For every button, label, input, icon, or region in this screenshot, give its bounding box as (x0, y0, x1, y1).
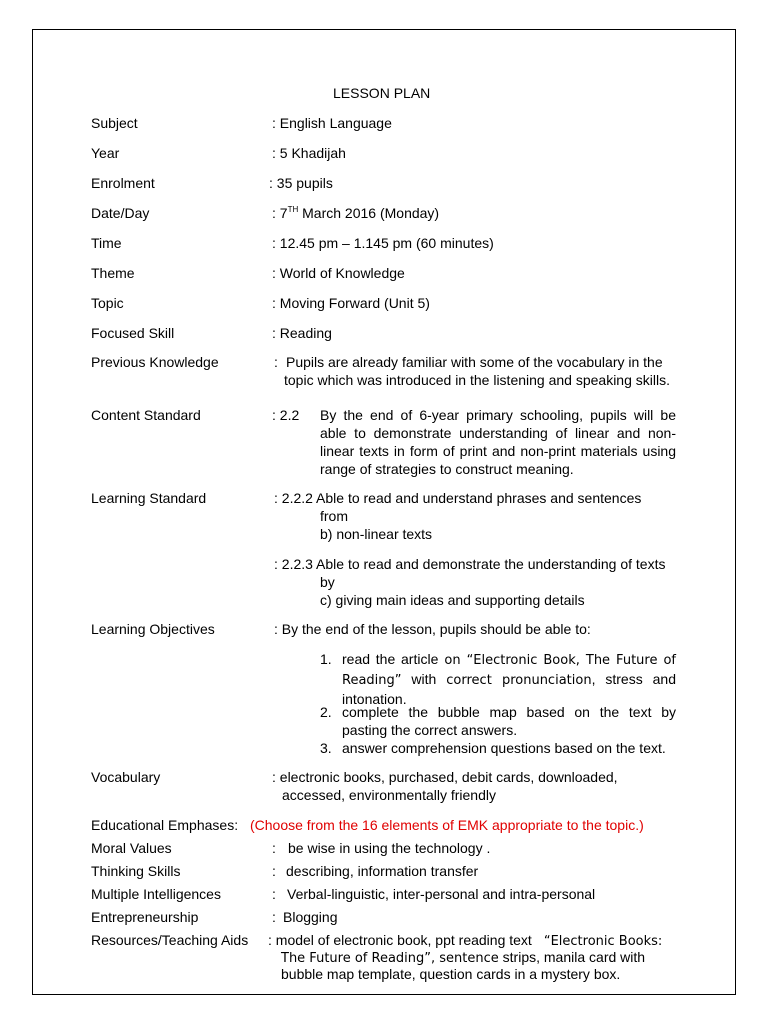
enrolment-value: : 35 pupils (269, 175, 333, 191)
resources-line2-a: The Future of Reading” (281, 951, 432, 966)
content-standard-text-body: By the end of 6-year primary schooling, pupils will be able to demonstrate understanding of linear and non-linear texts in form of print and non-print materials using range of strategies to construct meaning. (320, 407, 676, 477)
objective-1-part2: on “Electronic Book, The Future of Reading” (342, 653, 676, 688)
objective-1-number: 1. (320, 651, 332, 667)
moral-values-label: Moral Values (91, 840, 172, 856)
year-value: : 5 Khadijah (272, 145, 346, 161)
resources-label: Resources/Teaching Aids (91, 932, 249, 948)
previous-knowledge-line2: topic which was introduced in the listening and speaking skills. (284, 372, 670, 388)
objective-1-part5: , stress and intonation. (342, 671, 676, 707)
resources-line2-b: , sentence (431, 951, 499, 966)
subject-label: Subject (91, 115, 138, 131)
moral-values-colon: : (272, 840, 276, 856)
learning-standard-label: Learning Standard (91, 490, 207, 506)
theme-label: Theme (91, 265, 135, 281)
year-label: Year (91, 145, 120, 161)
entrepreneurship-colon: : (272, 909, 276, 925)
multiple-intelligences-colon: : (272, 886, 276, 902)
previous-knowledge-label: Previous Knowledge (91, 354, 219, 370)
time-value: : 12.45 pm – 1.145 pm (60 minutes) (272, 235, 494, 251)
learning-standard-item1-line3: b) non-linear texts (320, 526, 433, 542)
time-label: Time (91, 235, 122, 251)
learning-objectives-intro: : By the end of the lesson, pupils should be able to: (274, 621, 591, 637)
content-standard-text (320, 406, 676, 478)
thinking-skills-value: describing, information transfer (286, 863, 479, 879)
objective-1-part4: correct pronunciation (446, 673, 592, 688)
topic-label: Topic (91, 295, 124, 311)
resources-line3: bubble map template, question cards in a mystery box. (281, 966, 621, 982)
resources-line2-c: strips, manila card with (498, 949, 646, 965)
educational-emphases-value: (Choose from the 16 elements of EMK appropriate to the topic.) (250, 817, 644, 833)
vocabulary-label: Vocabulary (91, 769, 161, 785)
resources-line1-a: : model of electronic book, ppt reading text (268, 932, 532, 948)
thinking-skills-colon: : (272, 863, 276, 879)
date-value-prefix: : 7 (272, 205, 288, 221)
content-standard-code: : 2.2 (272, 407, 300, 423)
theme-value: : World of Knowledge (272, 265, 405, 281)
objective-3-text: answer comprehension questions based on the text. (342, 740, 666, 756)
page-title: LESSON PLAN (333, 85, 431, 101)
focused-skill-label: Focused Skill (91, 325, 175, 341)
content-standard-label: Content Standard (91, 407, 201, 423)
learning-standard-item2-line2: by (320, 574, 335, 590)
objective-1-text (342, 650, 676, 708)
moral-values-value: be wise in using the technology . (288, 840, 491, 856)
learning-standard-item1-line2: from (320, 508, 348, 524)
objective-1-part3: with (401, 671, 447, 687)
learning-standard-item2-line3: c) giving main ideas and supporting details (320, 592, 585, 608)
educational-emphases-label: Educational Emphases: (91, 817, 239, 833)
previous-knowledge-line1: Pupils are already familiar with some of the vocabulary in the (286, 354, 663, 370)
learning-standard-item1-head: : 2.2.2 Able to read and understand phrases and sentences (274, 490, 642, 506)
previous-knowledge-colon: : (274, 354, 278, 370)
multiple-intelligences-label: Multiple Intelligences (91, 886, 221, 902)
topic-value: : Moving Forward (Unit 5) (272, 295, 430, 311)
focused-skill-value: : Reading (272, 325, 332, 341)
objective-3-number: 3. (320, 740, 332, 756)
learning-standard-item2-head: : 2.2.3 Able to read and demonstrate the understanding of texts (274, 556, 666, 572)
subject-value: : English Language (272, 115, 392, 131)
vocabulary-line1: : electronic books, purchased, debit cards, downloaded, (272, 769, 618, 785)
date-value-suffix: March 2016 (Monday) (298, 205, 440, 221)
resources-line1-b: “Electronic Books: (543, 934, 663, 949)
entrepreneurship-value: Blogging (283, 909, 338, 925)
date-label: Date/Day (91, 205, 150, 221)
date-value-sup: TH (287, 205, 299, 214)
objective-2-number: 2. (320, 704, 332, 720)
objective-2-text: complete the bubble map based on the text by pasting the correct answers. (342, 704, 676, 738)
thinking-skills-label: Thinking Skills (91, 863, 181, 879)
date-value (272, 204, 439, 222)
enrolment-label: Enrolment (91, 175, 155, 191)
learning-objectives-label: Learning Objectives (91, 621, 215, 637)
entrepreneurship-label: Entrepreneurship (91, 909, 199, 925)
multiple-intelligences-value: Verbal-linguistic, inter-personal and intra-personal (287, 886, 596, 902)
objective-1-part1: read the article (342, 651, 439, 667)
vocabulary-line2: accessed, environmentally friendly (282, 787, 496, 803)
